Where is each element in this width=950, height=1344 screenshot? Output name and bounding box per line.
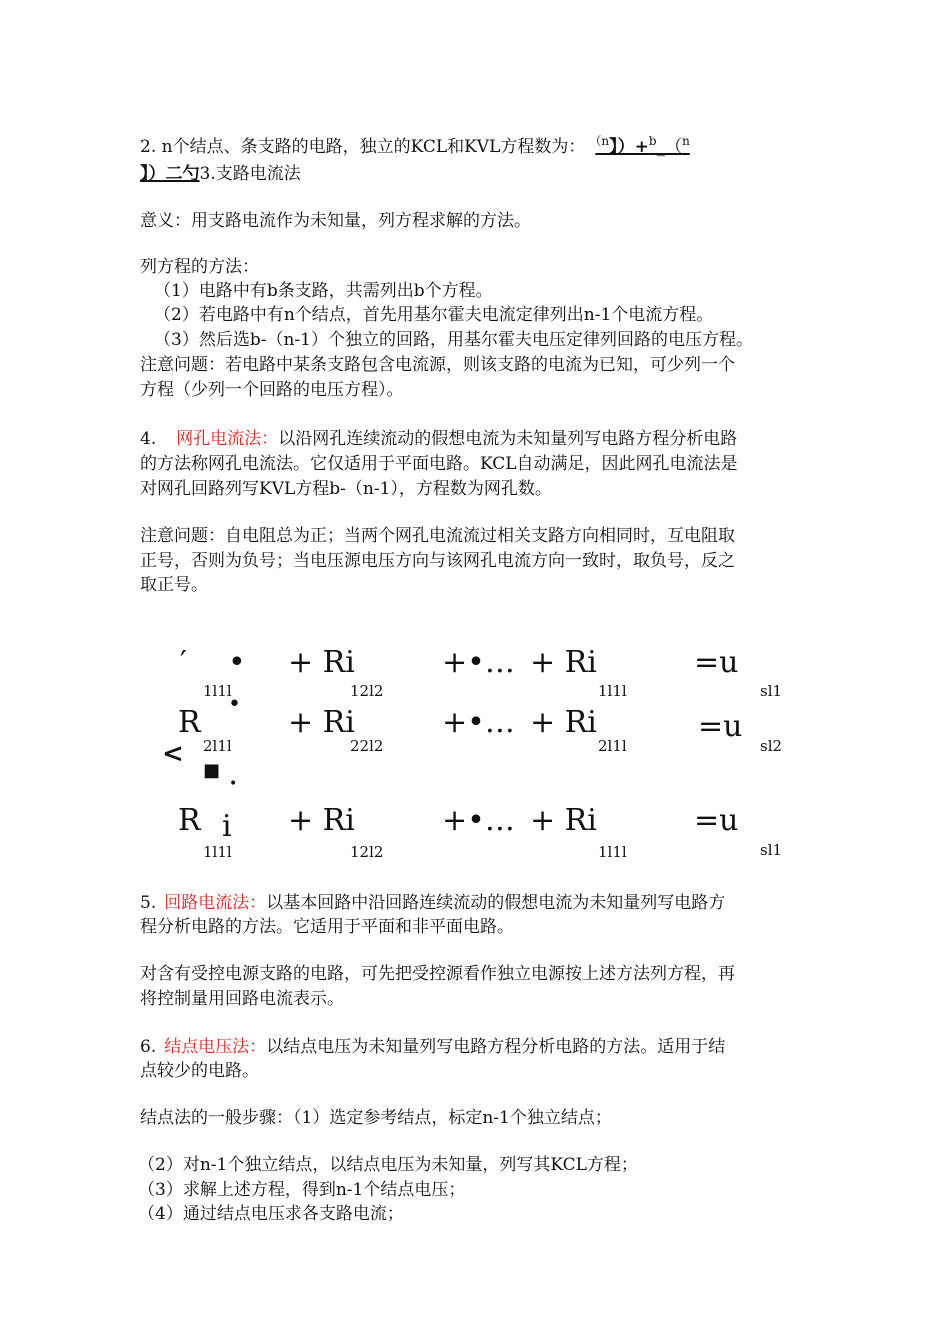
section-2-line	[140, 129, 690, 159]
eq1-term-3: +•…	[442, 645, 515, 680]
eq3-lead: R	[178, 803, 201, 838]
brace-glyph: <	[162, 739, 184, 769]
section-2-text: 2. n个结点、条支路的电路，独立的KCL和KVL方程数为：	[140, 137, 586, 157]
section-2-line-2	[140, 162, 301, 186]
eq3-rhs: =u	[694, 803, 739, 838]
eq1-lead: ′	[180, 645, 187, 680]
eq3-sub-1: 1l1l	[203, 843, 232, 861]
eq1-term-2: + Ri	[288, 645, 355, 680]
method-step-1: （1）电路中有b条支路，共需列出b个方程。	[154, 281, 493, 301]
eq3-sub-4: sl1	[760, 841, 783, 859]
method-step-2: （2）若电路中有n个结点，首先用基尔霍夫电流定律列出n-1个电流方程。	[154, 305, 714, 325]
square-glyph: ■	[203, 760, 221, 781]
section-5-line-1: 5. 回路电流法：以基本回路中沿回路连续流动的假想电流为未知量列写电路方	[140, 893, 726, 913]
section-4-line-1: 4. 网孔电流法：以沿网孔连续流动的假想电流为未知量列写电路方程分析电路	[140, 429, 738, 449]
eq1-rhs: =u	[694, 645, 739, 680]
eq3-sub-2: 12l2	[350, 843, 384, 861]
section-3-title: 3.支路电流法	[199, 164, 301, 184]
method-title: 列方程的方法：	[140, 257, 259, 277]
section-4-note-3: 取正号。	[140, 575, 208, 595]
eq3-term-3: +•…	[442, 803, 515, 838]
node-method-step-4: （4）通过结点电压求各支路电流；	[138, 1204, 404, 1224]
node-method-intro: 结点法的一般步骤：（1）选定参考结点，标定n-1个独立结点；	[140, 1108, 612, 1128]
eq2-lead: R	[178, 705, 201, 740]
term-node-voltage: 结点电压法：	[164, 1037, 267, 1057]
term-mesh-current: 网孔电流法：	[176, 429, 279, 449]
section-6-line-1: 6. 结点电压法：以结点电压为未知量列写电路方程分析电路的方法。适用于结	[140, 1037, 726, 1057]
section-3-note-1: 注意问题：若电路中某条支路包含电流源，则该支路的电流为已知，可少列一个	[140, 355, 735, 375]
eq3-term-4: + Ri	[530, 803, 597, 838]
eq1-sub-1: 1l1l	[203, 682, 232, 700]
method-step-3: （3）然后选b-（n-1）个独立的回路，用基尔霍夫电压定律列回路的电压方程。	[154, 330, 753, 350]
formula-part-1: $^{(n}$】）+$^b$_（$^n$	[595, 134, 690, 157]
section-3-meaning: 意义：用支路电流作为未知量，列方程求解的方法。	[140, 211, 531, 231]
eq1-term-4: + Ri	[530, 645, 597, 680]
eq3-dot: •	[229, 776, 238, 792]
section-6-line-2: 点较少的电路。	[140, 1061, 259, 1081]
section-3-note-2: 方程（少列一个回路的电压方程）。	[140, 380, 404, 400]
eq2-sub-4: sl2	[760, 737, 783, 755]
section-5-para-2-line-1: 对含有受控电源支路的电路，可先把受控源看作独立电源按上述方法列方程，再	[140, 964, 735, 984]
eq3-sub-3: 1l1l	[598, 843, 627, 861]
eq2-sub-2: 22l2	[350, 737, 384, 755]
section-5-line-2: 程分析电路的方法。它适用于平面和非平面电路。	[140, 917, 514, 937]
eq3-i: i	[222, 809, 232, 844]
eq2-term-2: + Ri	[288, 705, 355, 740]
eq2-sub-1: 2l1l	[203, 737, 232, 755]
section-4-line-3: 对网孔回路列写KVL方程b-（n-1），方程数为网孔数。	[140, 479, 552, 499]
eq2-sub-3: 2l1l	[598, 737, 627, 755]
node-method-step-2: （2）对n-1个独立结点，以结点电压为未知量，列写其KCL方程；	[138, 1155, 638, 1175]
eq2-term-4: + Ri	[530, 705, 597, 740]
eq1-sub-2: 12l2	[350, 682, 384, 700]
node-method-step-3: （3）求解上述方程，得到n-1个结点电压；	[138, 1180, 466, 1200]
section-5-para-2-line-2: 将控制量用回路电流表示。	[140, 989, 344, 1009]
term-loop-current: 回路电流法：	[164, 893, 267, 913]
formula-part-2: 】）二勺	[140, 164, 200, 184]
eq2-dot: •	[228, 692, 241, 717]
eq2-rhs: =u	[698, 709, 743, 744]
eq1-sub-4: sl1	[760, 682, 783, 700]
eq3-term-2: + Ri	[288, 803, 355, 838]
section-4-note-2: 正号，否则为负号；当电压源电压方向与该网孔电流方向一致时，取负号，反之	[140, 551, 735, 571]
eq2-term-3: +•…	[442, 705, 515, 740]
eq1-sub-3: 1l1l	[598, 682, 627, 700]
section-4-note-1: 注意问题：自电阻总为正；当两个网孔电流流过相关支路方向相同时，互电阻取	[140, 526, 735, 546]
section-4-line-2: 的方法称网孔电流法。它仅适用于平面电路。KCL自动满足，因此网孔电流法是	[140, 454, 738, 474]
eq1-dot: •	[228, 645, 246, 680]
